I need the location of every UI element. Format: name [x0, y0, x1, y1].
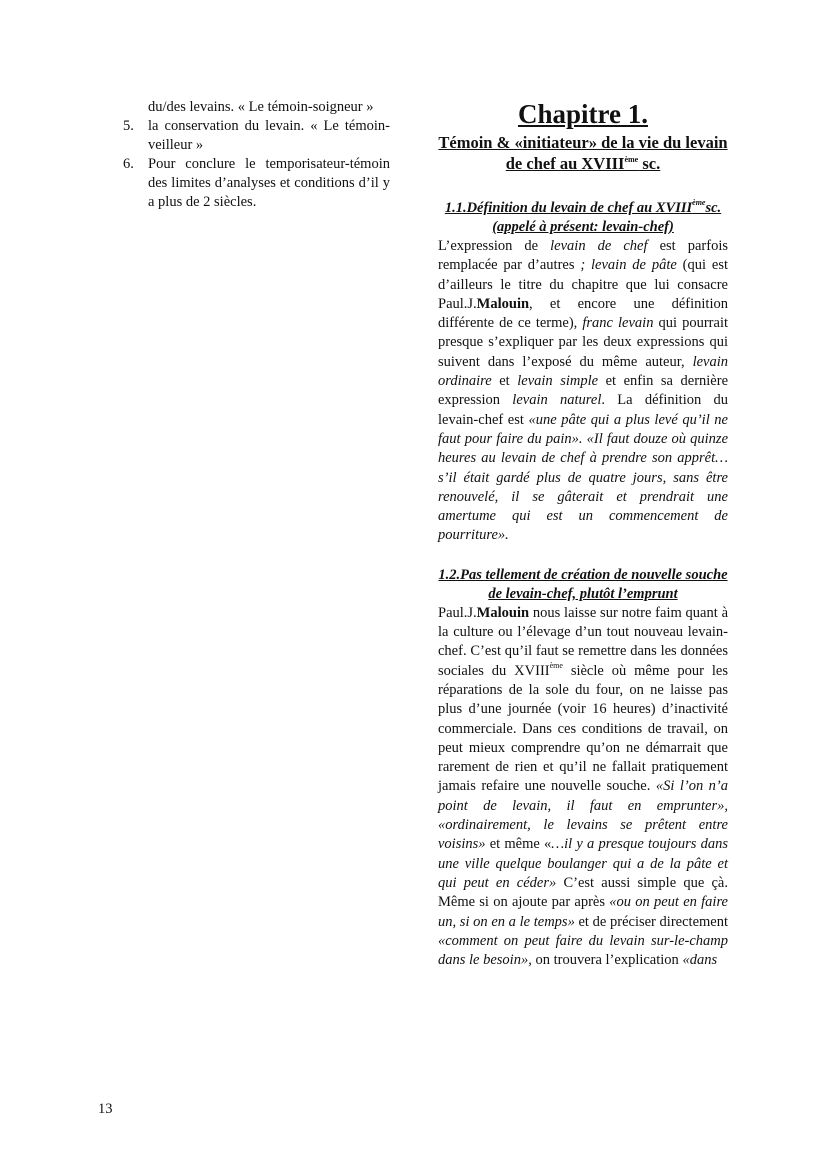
text-run: nous laisse sur notre faim quant à la culture ou l’élevage d’un tout nouveau levain-chef. C’est qu’il faut se remettre dans les données sociales du XVIII: [438, 604, 728, 679]
quote: «une pâte qui a plus levé qu’il ne faut pour faire du pain».: [438, 411, 728, 447]
numbered-list: [120, 117, 390, 212]
superscript: ème: [549, 660, 563, 670]
chapter-title: Chapitre 1.: [517, 99, 648, 129]
text-run: et de préciser directement: [574, 913, 728, 930]
list-item: [120, 155, 390, 212]
italic-run: ; levain de pâte: [580, 257, 677, 274]
heading-superscript: ème: [692, 198, 706, 207]
list-continuation: du/des levains. « Le témoin-soigneur »: [148, 99, 374, 115]
author-name: Malouin: [476, 604, 530, 621]
italic-run: levain ordinaire: [438, 353, 728, 390]
quote: «Si l’on n’a point de levain, il faut en emprunter», «ordinairement, le levains se prêtent entre voisins»: [438, 778, 728, 853]
quote: «dans: [682, 952, 718, 969]
text-run: (qui est d’ailleurs le titre du chapitre que lui consacre: [438, 257, 728, 293]
list-item-number: 5.: [123, 118, 134, 134]
text-run: et enfin sa dernière expression: [438, 373, 728, 409]
quote: …il y a presque toujours dans une ville quelque boulanger qui a de la pâte et qui peut en céder»: [438, 836, 728, 891]
quote: «ou on peut en faire un, si on en a le temps»: [438, 894, 728, 930]
italic-run: levain simple: [517, 373, 599, 390]
text-run: on trouvera l’explication: [531, 952, 683, 969]
list-item-number: 6.: [123, 156, 134, 172]
text-run: qui pourrait presque s’expliquer par les deux expressions qui suivent dans l’exposé du même auteur,: [438, 315, 728, 370]
quote: «comment on peut faire du levain sur-le-champ dans le besoin»,: [438, 932, 728, 969]
left-column: [120, 98, 390, 212]
section-1-heading: [438, 199, 728, 237]
author-initials: Paul.J.: [438, 604, 477, 621]
author-initials: Paul.J.: [438, 295, 477, 312]
subtitle-text-end: sc.: [638, 154, 661, 173]
text-run: , et encore une définition différente de ce terme),: [438, 295, 728, 332]
list-item-text: Pour conclure le temporisateur-témoin des limites d’analyses et conditions d’il y a plus de 2 siècles.: [148, 156, 390, 210]
right-column: [438, 98, 728, 970]
author-name: Malouin: [476, 295, 530, 312]
text-run: C’est aussi simple que çà. Même si on ajoute par après: [438, 874, 728, 911]
italic-run: franc levain: [582, 315, 654, 332]
text-run: . La définition du levain-chef est: [438, 392, 728, 428]
text-run: et: [491, 373, 518, 390]
chapter-subtitle: [438, 132, 728, 174]
section-1-paragraph: [438, 237, 728, 546]
subtitle-superscript: ème: [624, 155, 639, 164]
heading-text: 1.1.Définition du levain de chef au XVIII: [444, 200, 693, 216]
italic-run: levain naturel: [512, 392, 602, 409]
text-run: et même «: [485, 836, 552, 853]
heading-text-end: sc.(appelé à présent: levain-chef): [492, 200, 722, 235]
text-run: L’expression de: [438, 238, 551, 254]
text-run: siècle où même pour les réparations de la sole du four, on ne laisse pas plus d’une journée (voir 16 heures) d’inactivité commerciale. Dans ces conditions de travail, on peut mieux comprendre qu’on ne démarrait que rarement de rien et qu’il ne fallait pratiquement jamais refaire une nouvelle souche.: [438, 662, 728, 795]
section-2-heading: 1.2.Pas tellement de création de nouvelle souche de levain-chef, plutôt l’emprunt: [438, 566, 728, 602]
subtitle-text: Témoin & «initiateur» de la vie du levain de chef au XVIII: [438, 133, 728, 173]
list-item-text: la conservation du levain. « Le témoin-veilleur »: [148, 118, 390, 153]
section-2-paragraph: [438, 604, 728, 971]
page-number: 13: [98, 1101, 113, 1117]
italic-run: levain de chef: [550, 238, 648, 254]
text-run: est parfois remplacée par d’autres: [438, 238, 729, 274]
list-item: [120, 117, 390, 155]
quote: «Il faut douze où quinze heures au levain de chef à prendre son apprêt…s’il était gardé plus de quatre jours, sans être renouvelé, il se gâterait et prendrait une amertume qui est un commencement de pourriture».: [438, 430, 729, 544]
